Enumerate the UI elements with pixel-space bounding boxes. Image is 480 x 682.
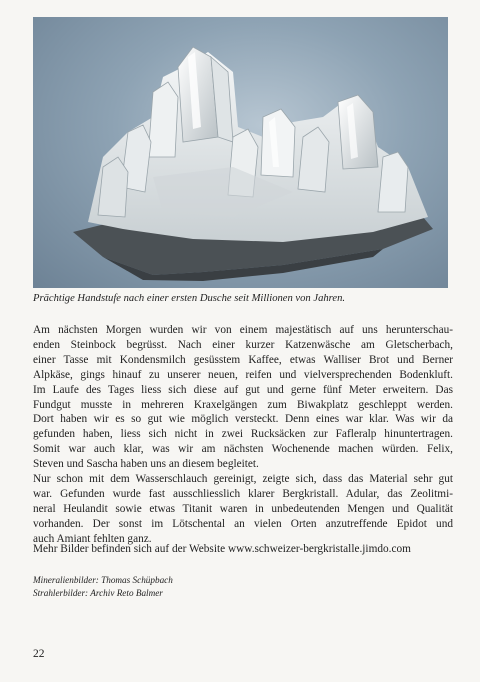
body-line: vorhanden. Der sonst im Lötschental an vielen Orten anzutreffende Epidot und xyxy=(33,517,453,530)
article-body xyxy=(33,323,453,547)
body-line: Am nächsten Morgen wurden wir von einem majestätisch auf uns herunterschau- xyxy=(33,324,453,336)
body-line: einer Tasse mit Kondensmilch gesüsstem Kaffee, etwas Walliser Brot und Berner xyxy=(33,353,453,366)
body-line: neral Heulandit sowie etwas Titanit waren in unbedeutenden Mengen und Qualität xyxy=(33,502,453,515)
body-line: Somit war auch klar, was wir am nächsten Wochenende machen würden. Felix, xyxy=(33,443,453,456)
body-line: Fundgut musste in mehreren Kraxelgängen zum Biwakplatz geschleppt werden. xyxy=(33,398,453,411)
body-line: Alpkäse, gings hinauf zu unserer neuen, reifen und vielversprechenden Bodenkluft. xyxy=(33,368,453,381)
body-line: gefunden haben, liess sich nicht in zwei Rucksäcken zur Fafleralp hinuntertragen. xyxy=(33,428,453,441)
body-line: auch Amiant fehlten ganz. xyxy=(33,532,152,545)
website-note: Mehr Bilder befinden sich auf der Website www.schweizer-bergkristalle.jimdo.com xyxy=(33,543,411,555)
crystal-photo xyxy=(33,17,448,288)
body-line: Nur schon mit dem Wasserschlauch gereinigt, zeigte sich, dass das Material sehr gut xyxy=(33,473,453,486)
body-line: Dort haben wir es so gut wie möglich versteckt. Denn eines war klar. Was wir da xyxy=(33,413,453,426)
body-line: war. Gefunden wurde fast ausschliesslich klarer Bergkristall. Adular, das Zeolitmi- xyxy=(33,487,453,500)
figure-caption: Prächtige Handstufe nach einer ersten Dusche seit Millionen von Jahren. xyxy=(33,293,346,304)
strahler-photo-credit: Strahlerbilder: Archiv Reto Balmer xyxy=(33,587,163,598)
mineral-photo-credit: Mineralienbilder: Thomas Schüpbach xyxy=(33,575,173,585)
body-line: enden Steinbock begrüsst. Nach einer kurzer Katzenwäsche am Gletscherbach, xyxy=(33,338,453,351)
body-line: Steven und Sascha haben uns an diesem begleitet. xyxy=(33,458,259,471)
body-line: Im Laufe des Tages liess sich diese auf gut und gerne fünf Meter erweitern. Das xyxy=(33,383,453,396)
photo-credits xyxy=(33,574,173,599)
crystal-cluster-illustration xyxy=(33,17,448,288)
page-number: 22 xyxy=(33,648,45,660)
